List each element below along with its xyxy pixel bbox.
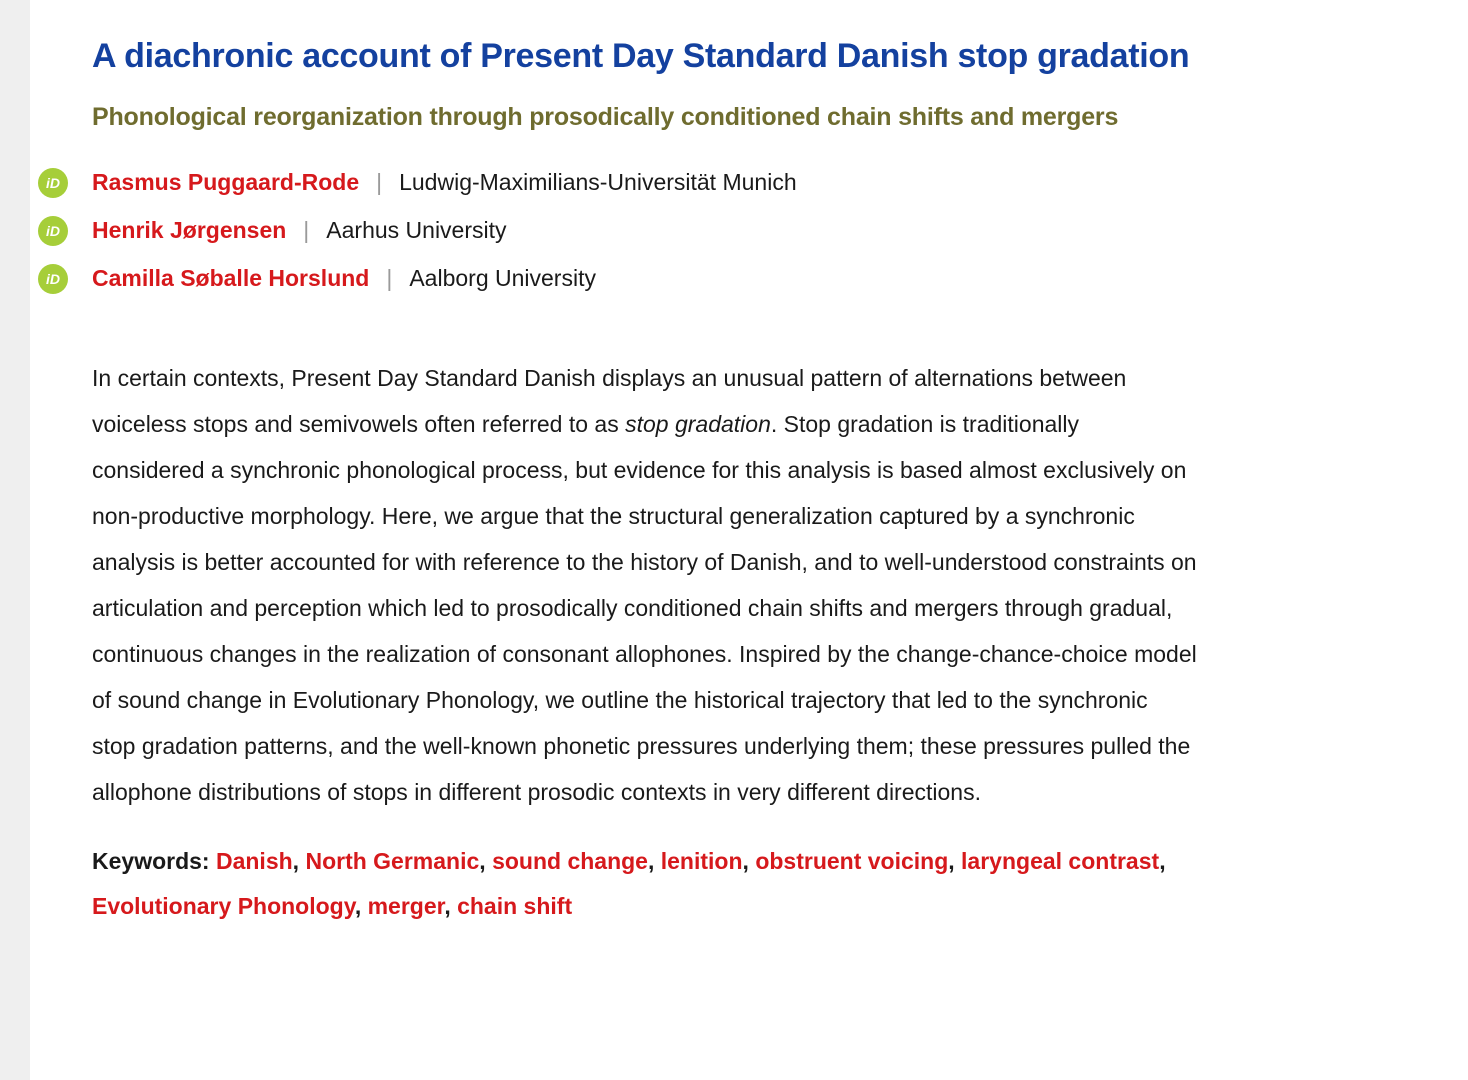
keyword-link[interactable]: sound change <box>492 847 648 874</box>
keyword-separator: , <box>444 892 451 919</box>
orcid-icon[interactable]: iD <box>38 168 68 198</box>
keyword-link[interactable]: Danish <box>215 847 293 874</box>
author-affiliation-separator: | <box>376 169 383 196</box>
abstract-italic-term: stop gradation <box>625 410 771 437</box>
author-affiliation-separator: | <box>386 265 393 292</box>
keyword-separator: , <box>647 847 655 874</box>
author-row <box>38 159 1408 207</box>
keyword-separator: , <box>354 892 362 919</box>
author-name-link[interactable]: Rasmus Puggaard-Rode <box>92 169 360 196</box>
keywords-line <box>92 839 1197 929</box>
article-abstract-page <box>46 0 1408 929</box>
keyword-link[interactable]: obstruent voicing <box>755 847 949 874</box>
page-left-gutter <box>0 0 30 1080</box>
keyword-link[interactable]: laryngeal contrast <box>961 847 1160 874</box>
author-affiliation: Aarhus University <box>326 217 507 244</box>
keyword-separator: , <box>1159 847 1166 874</box>
keyword-link[interactable]: North Germanic <box>305 847 480 874</box>
abstract-part-1: In certain contexts, Present Day Standard Danish displays an unusual pattern of alternations between voiceless stops and semivowels often referred to as <box>92 364 1127 437</box>
keyword-link[interactable]: Evolutionary Phonology <box>92 892 355 919</box>
keyword-separator: , <box>948 847 955 874</box>
keyword-separator: , <box>479 847 486 874</box>
author-name-link[interactable]: Camilla Søballe Horslund <box>92 265 370 292</box>
author-row <box>38 255 1408 303</box>
keyword-separator: , <box>292 847 300 874</box>
author-affiliation: Ludwig-Maximilians-Universität Munich <box>399 169 797 196</box>
keywords-label: Keywords: <box>92 847 210 874</box>
abstract-part-2: . Stop gradation is traditionally considered a synchronic phonological process, but evidence for this analysis is based almost exclusively on non-productive morphology. Here, we argue that the structural generalization captured by a synchronic analysis is better accounted for with reference to the history of Danish, and to well-understood constraints on articulation and perception which led to prosodically conditioned chain shifts and mergers through gradual, continuous changes in the realization of consonant allophones. Inspired by the change-chance-choice model of sound change in Evolutionary Phonology, we outline the historical trajectory that led to the synchronic stop gradation patterns, and the well-known phonetic pressures underlying them; these pressures pulled the allophone distributions of stops in different prosodic contexts in very different directions. <box>92 410 1197 805</box>
page-subtitle: Phonological reorganization through prosodically conditioned chain shifts and mergers <box>92 102 1119 131</box>
orcid-icon[interactable]: iD <box>38 216 68 246</box>
keyword-link[interactable]: chain shift <box>457 892 573 919</box>
author-name-link[interactable]: Henrik Jørgensen <box>92 217 287 244</box>
orcid-icon[interactable]: iD <box>38 264 68 294</box>
authors-list <box>46 159 1408 303</box>
keyword-link[interactable]: merger <box>367 892 445 919</box>
author-row <box>38 207 1408 255</box>
abstract-text <box>92 355 1197 815</box>
author-affiliation-separator: | <box>303 217 310 244</box>
author-affiliation: Aalborg University <box>409 265 596 292</box>
keyword-link[interactable]: lenition <box>660 847 743 874</box>
keyword-separator: , <box>742 847 749 874</box>
page-title: A diachronic account of Present Day Standard Danish stop gradation <box>92 37 1190 75</box>
